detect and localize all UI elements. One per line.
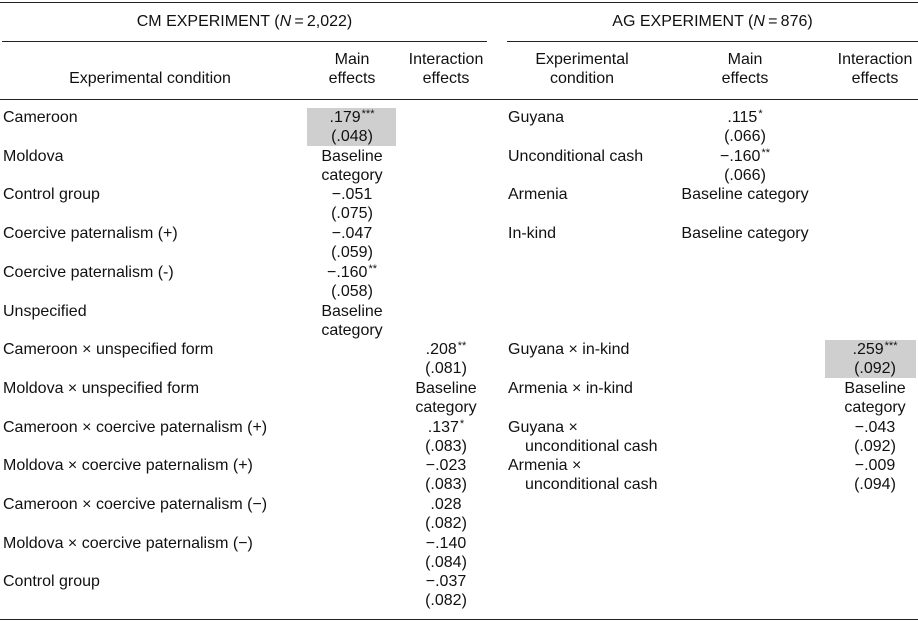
cm-row-label-text: Control group xyxy=(3,186,100,203)
cm-inter-coef-text: Baseline xyxy=(415,380,477,397)
cm-main-header-line2: effects xyxy=(328,70,376,87)
cm-row-label xyxy=(3,340,299,359)
cm-main-coef xyxy=(300,224,404,243)
ag-inter-se xyxy=(830,359,918,378)
cm-row-label xyxy=(3,418,299,437)
ag-condition-header-line1: Experimental xyxy=(535,51,629,68)
cm-main-se-text: category xyxy=(321,322,383,339)
cm-row-label-text: Coercive paternalism (+) xyxy=(3,225,178,242)
ag-inter-coef-text: −.009 xyxy=(854,457,896,474)
ag-row-label xyxy=(508,108,678,127)
cm-row-label-text: Coercive paternalism (-) xyxy=(3,264,174,281)
ag-inter-coef xyxy=(830,456,918,475)
cm-row-label-text: Moldova × coercive paternalism (+) xyxy=(3,457,253,474)
ag-inter-se xyxy=(830,475,918,494)
significance-stars: ** xyxy=(761,147,771,159)
significance-stars: * xyxy=(459,418,465,430)
cm-inter-se-text: (.083) xyxy=(425,476,467,493)
ag-row-label-cont xyxy=(525,437,695,456)
ag-row-label-text: Armenia × in-kind xyxy=(508,380,633,397)
cm-main-se xyxy=(300,282,404,301)
cm-row-label xyxy=(3,495,299,514)
header-rule xyxy=(0,99,918,100)
ag-inter-se xyxy=(830,437,918,456)
cm-inter-coef xyxy=(400,456,492,475)
ag-row-label-text: Armenia × xyxy=(508,457,582,474)
cm-inter-se xyxy=(400,359,492,378)
cm-inter-coef xyxy=(400,379,492,398)
ag-row-label-cont-text: unconditional cash xyxy=(525,476,658,493)
cm-row-label xyxy=(3,534,299,553)
ag-row-label-text: Guyana × in-kind xyxy=(508,341,630,358)
significance-stars: *** xyxy=(884,340,898,352)
ag-inter-se-text: (.092) xyxy=(854,360,896,377)
cm-row-label-text: Control group xyxy=(3,573,100,590)
cm-inter-coef-text: .137 xyxy=(427,419,459,436)
ag-main-coef-text: .115 xyxy=(727,109,758,126)
cm-main-coef xyxy=(300,263,404,282)
ag-main-coef xyxy=(680,147,810,166)
cm-main-se-text: (.075) xyxy=(331,205,373,222)
ag-inter-coef xyxy=(830,340,918,359)
ag-row-label xyxy=(508,224,678,243)
cm-row-label-text: Cameroon × unspecified form xyxy=(3,341,214,358)
ag-row-label xyxy=(508,418,678,437)
cm-inter-se-text: (.082) xyxy=(425,592,467,609)
ag-inter-coef xyxy=(830,379,918,398)
cm-row-label xyxy=(3,572,299,591)
cm-main-coef-text: −.051 xyxy=(331,186,373,203)
significance-stars: ** xyxy=(457,340,467,352)
cm-inter-header-line1: Interaction xyxy=(408,51,484,68)
cm-inter-coef-text: −.037 xyxy=(425,573,467,590)
cm-main-coef-text: −.160 xyxy=(326,264,368,281)
ag-main-coef xyxy=(680,108,810,127)
cm-inter-coef xyxy=(400,572,492,591)
ag-inter-coef-text: Baseline xyxy=(844,380,906,397)
cm-inter-coef xyxy=(400,340,492,359)
ag-row-label xyxy=(508,379,678,398)
cm-row-label xyxy=(3,302,299,321)
cm-experiment-header: CM EXPERIMENT (N = 2,022) xyxy=(136,13,353,30)
cm-row-label-text: Cameroon × coercive paternalism (+) xyxy=(3,419,268,436)
ag-main-coef-text: Baseline category xyxy=(681,186,809,203)
cm-row-label xyxy=(3,456,299,475)
ag-main-coef xyxy=(680,224,810,243)
ag-inter-coef xyxy=(830,418,918,437)
ag-row-label xyxy=(508,340,678,359)
ag-main-coef-text: Baseline category xyxy=(681,225,809,242)
cm-main-se-text: (.058) xyxy=(331,283,373,300)
ag-row-label-text: Guyana xyxy=(508,109,565,126)
ag-row-label xyxy=(508,456,678,475)
ag-main-coef-text: −.160 xyxy=(719,148,761,165)
ag-inter-header-line2: effects xyxy=(851,70,899,87)
cm-inter-se xyxy=(400,514,492,533)
cm-main-coef xyxy=(300,185,404,204)
cm-inter-se-text: (.084) xyxy=(425,554,467,571)
ag-main-header-line2: effects xyxy=(721,70,769,87)
cm-inter-coef-text: .028 xyxy=(430,496,462,513)
cm-inter-coef-text: −.140 xyxy=(425,535,467,552)
cm-inter-coef xyxy=(400,495,492,514)
ag-main-se xyxy=(680,127,810,146)
cm-inter-coef-text: −.023 xyxy=(425,457,467,474)
cm-inter-se xyxy=(400,437,492,456)
cm-inter-se-text: (.081) xyxy=(425,360,467,377)
cm-main-se xyxy=(300,204,404,223)
cm-inter-coef-text: .208 xyxy=(425,341,457,358)
cm-row-label-text: Moldova × unspecified form xyxy=(3,380,200,397)
cm-row-label xyxy=(3,224,299,243)
cm-inter-se-text: (.083) xyxy=(425,438,467,455)
cm-inter-coef xyxy=(400,534,492,553)
cm-row-label-text: Moldova × coercive paternalism (−) xyxy=(3,535,253,552)
cm-main-se xyxy=(300,166,404,185)
cm-inter-coef xyxy=(400,418,492,437)
ag-inter-header-line1: Interaction xyxy=(837,51,913,68)
cm-main-coef xyxy=(300,147,404,166)
cm-main-header-line1: Main xyxy=(334,51,370,68)
cm-row-label xyxy=(3,185,299,204)
cm-row-label xyxy=(3,379,299,398)
cm-row-label xyxy=(3,108,299,127)
ag-inter-coef-text: .259 xyxy=(852,341,884,358)
ag-main-coef xyxy=(680,185,810,204)
ag-inter-coef-text: −.043 xyxy=(854,419,896,436)
cm-row-label-text: Cameroon × coercive paternalism (−) xyxy=(3,496,268,513)
significance-stars: ** xyxy=(368,263,378,275)
cm-main-coef-text: Baseline xyxy=(321,148,383,165)
cm-main-se xyxy=(300,321,404,340)
ag-experiment-header: AG EXPERIMENT (N = 876) xyxy=(612,13,813,30)
cm-main-coef-text: −.047 xyxy=(331,225,373,242)
ag-inter-se-text: category xyxy=(844,399,906,416)
ag-row-label-text: Unconditional cash xyxy=(508,148,644,165)
cm-row-label-text: Unspecified xyxy=(3,303,87,320)
significance-stars: * xyxy=(758,108,763,120)
cm-inter-se xyxy=(400,398,492,417)
ag-main-se xyxy=(680,166,810,185)
cm-main-se-text: category xyxy=(321,167,383,184)
cm-group-rule xyxy=(2,41,487,42)
ag-row-label-cont-text: unconditional cash xyxy=(525,438,658,455)
ag-inter-se-text: (.094) xyxy=(854,476,896,493)
ag-row-label xyxy=(508,185,678,204)
cm-main-se-text: (.048) xyxy=(331,128,373,145)
cm-row-label-text: Cameroon xyxy=(3,109,78,126)
cm-condition-header: Experimental condition xyxy=(69,70,231,87)
cm-inter-se xyxy=(400,553,492,572)
ag-row-label-text: Armenia xyxy=(508,186,568,203)
significance-stars: *** xyxy=(361,108,375,120)
top-rule xyxy=(0,2,918,3)
cm-main-coef xyxy=(300,108,404,127)
ag-row-label xyxy=(508,147,678,166)
cm-row-label xyxy=(3,263,299,282)
cm-inter-header-line2: effects xyxy=(422,70,470,87)
cm-main-se-text: (.059) xyxy=(331,244,373,261)
cm-inter-se xyxy=(400,475,492,494)
ag-inter-se-text: (.092) xyxy=(854,438,896,455)
cm-inter-se-text: (.082) xyxy=(425,515,467,532)
ag-main-header-line1: Main xyxy=(727,51,763,68)
ag-main-se-text: (.066) xyxy=(724,128,766,145)
ag-row-label-cont xyxy=(525,475,695,494)
ag-inter-se xyxy=(830,398,918,417)
cm-main-coef-text: Baseline xyxy=(321,303,383,320)
cm-row-label xyxy=(3,147,299,166)
cm-main-coef-text: .179 xyxy=(329,109,361,126)
ag-condition-header-line2: condition xyxy=(549,70,615,87)
bottom-rule xyxy=(0,619,918,620)
cm-main-se xyxy=(300,127,404,146)
cm-main-coef xyxy=(300,302,404,321)
cm-main-se xyxy=(300,243,404,262)
ag-row-label-text: Guyana × xyxy=(508,419,578,436)
cm-inter-se xyxy=(400,591,492,610)
cm-row-label-text: Moldova xyxy=(3,148,64,165)
ag-row-label-text: In-kind xyxy=(508,225,557,242)
ag-main-se-text: (.066) xyxy=(724,167,766,184)
cm-inter-se-text: category xyxy=(415,399,477,416)
ag-group-rule xyxy=(507,41,918,42)
